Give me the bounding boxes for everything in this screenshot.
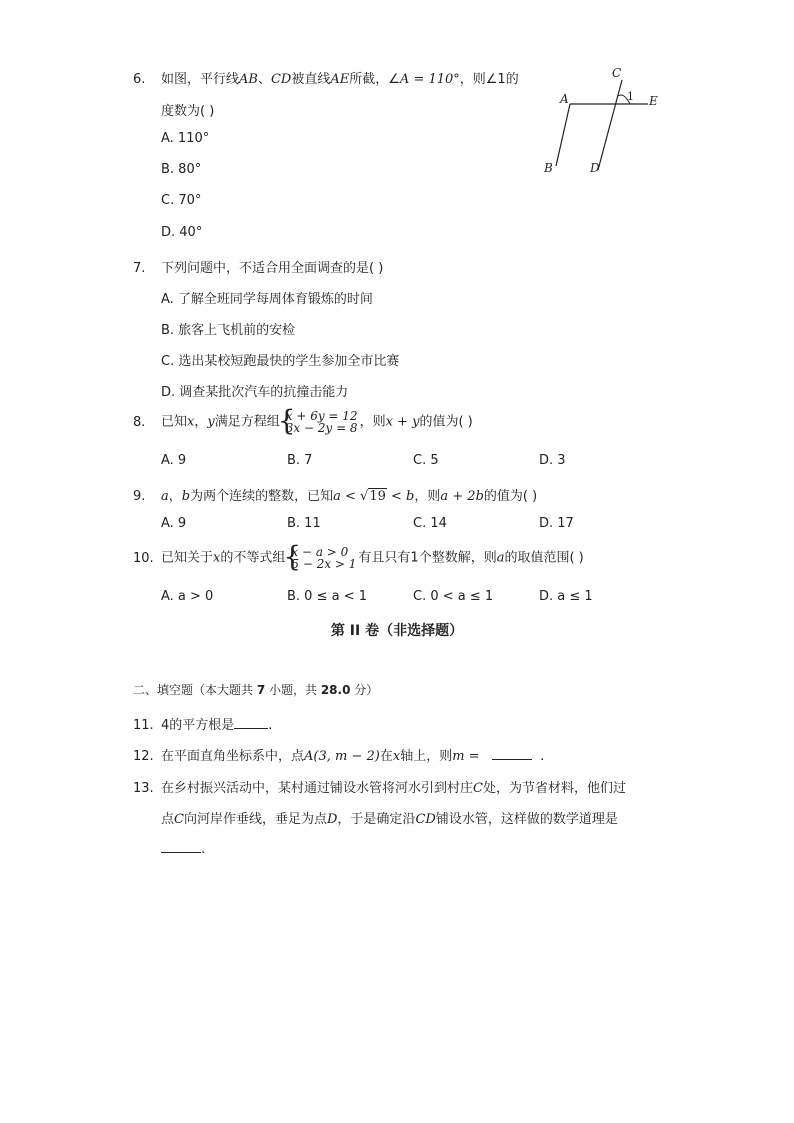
question-number: 11. [133,718,154,733]
q9-option-a[interactable]: A. 9 [161,516,187,531]
q8-option-d[interactable]: D. 3 [539,453,566,468]
answer-blank[interactable] [234,716,268,729]
question-10: 10. 已知关于x的不等式组 { x − a > 0 5 − 2x > 1 有且只有1个整数解，则a的取值范围( ) [133,540,584,573]
q8-option-a[interactable]: A. 9 [161,453,187,468]
label-d: D [590,161,600,175]
q8-option-c[interactable]: C. 5 [413,453,439,468]
q9-option-b[interactable]: B. 11 [287,516,321,531]
line-cd [598,80,622,170]
inequality-system: { x − a > 0 5 − 2x > 1 [283,540,357,573]
q9-option-d[interactable]: D. 17 [539,516,574,531]
question-9: 9. a，b为两个连续的整数，已知a < √19 < b，则a + 2b的值为( ) [133,489,538,504]
question-number: 9. [133,489,146,504]
question-number: 8. [133,414,146,430]
question-8: 8. 已知x，y满足方程组 { x + 6y = 12 3x − 2y = 8 ，则x + y的值为( ) [133,404,473,437]
label-b: B [544,161,553,175]
q6-option-c[interactable]: C. 70° [161,193,202,208]
question-13-line3: . [161,840,205,857]
label-angle-1: 1 [627,90,634,103]
question-7: 7. 下列问题中，不适合用全面调查的是( ) [133,261,384,276]
answer-blank[interactable] [161,840,201,853]
question-13: 13. 在乡村振兴活动中，某村通过铺设水管将河水引到村庄C处，为节省材料，他们过 [133,781,626,796]
q7-option-c[interactable]: C. 选出某校短跑最快的学生参加全市比赛 [161,354,400,369]
label-e: E [649,94,658,108]
q7-option-a[interactable]: A. 了解全班同学每周体育锻炼的时间 [161,292,373,307]
q6-option-a[interactable]: A. 110° [161,131,210,146]
q6-option-d[interactable]: D. 40° [161,225,203,240]
line-ab [556,104,570,166]
q10-option-c[interactable]: C. 0 < a ≤ 1 [413,589,494,604]
question-number: 7. [133,261,146,276]
section-title: 第 II 卷（非选择题） [330,623,464,639]
question-number: 13. [133,781,154,796]
parallel-lines-figure [538,62,668,182]
q10-option-d[interactable]: D. a ≤ 1 [539,589,593,604]
q6-option-b[interactable]: B. 80° [161,162,202,177]
question-number: 10. [133,550,154,566]
question-13-line2: 点C向河岸作垂线，垂足为点D，于是确定沿CD铺设水管，这样做的数学道理是 [161,812,618,827]
question-number: 6. [133,72,146,87]
question-6: 6. 如图，平行线AB、CD被直线AE所截，∠A = 110°，则∠1的 [133,72,519,87]
equation-system: { x + 6y = 12 3x − 2y = 8 [277,404,358,437]
label-c: C [612,66,622,80]
q7-option-b[interactable]: B. 旅客上飞机前的安检 [161,323,296,338]
question-number: 12. [133,749,154,764]
question-6-line2: 度数为( ) [161,104,215,119]
q10-option-b[interactable]: B. 0 ≤ a < 1 [287,589,368,604]
question-12: 12. 在平面直角坐标系中，点A(3, m − 2)在x轴上，则m = . [133,749,545,764]
label-a: A [560,92,569,106]
q8-option-b[interactable]: B. 7 [287,453,313,468]
q10-option-a[interactable]: A. a > 0 [161,589,214,604]
answer-blank[interactable] [492,747,532,760]
section-heading: 二、填空题（本大题共 7 小题，共 28.0 分） [133,683,379,697]
q7-option-d[interactable]: D. 调查某批次汽车的抗撞击能力 [161,385,349,400]
q9-option-c[interactable]: C. 14 [413,516,447,531]
square-root: √19 [360,489,386,504]
question-11: 11. 4的平方根是 . [133,718,273,733]
